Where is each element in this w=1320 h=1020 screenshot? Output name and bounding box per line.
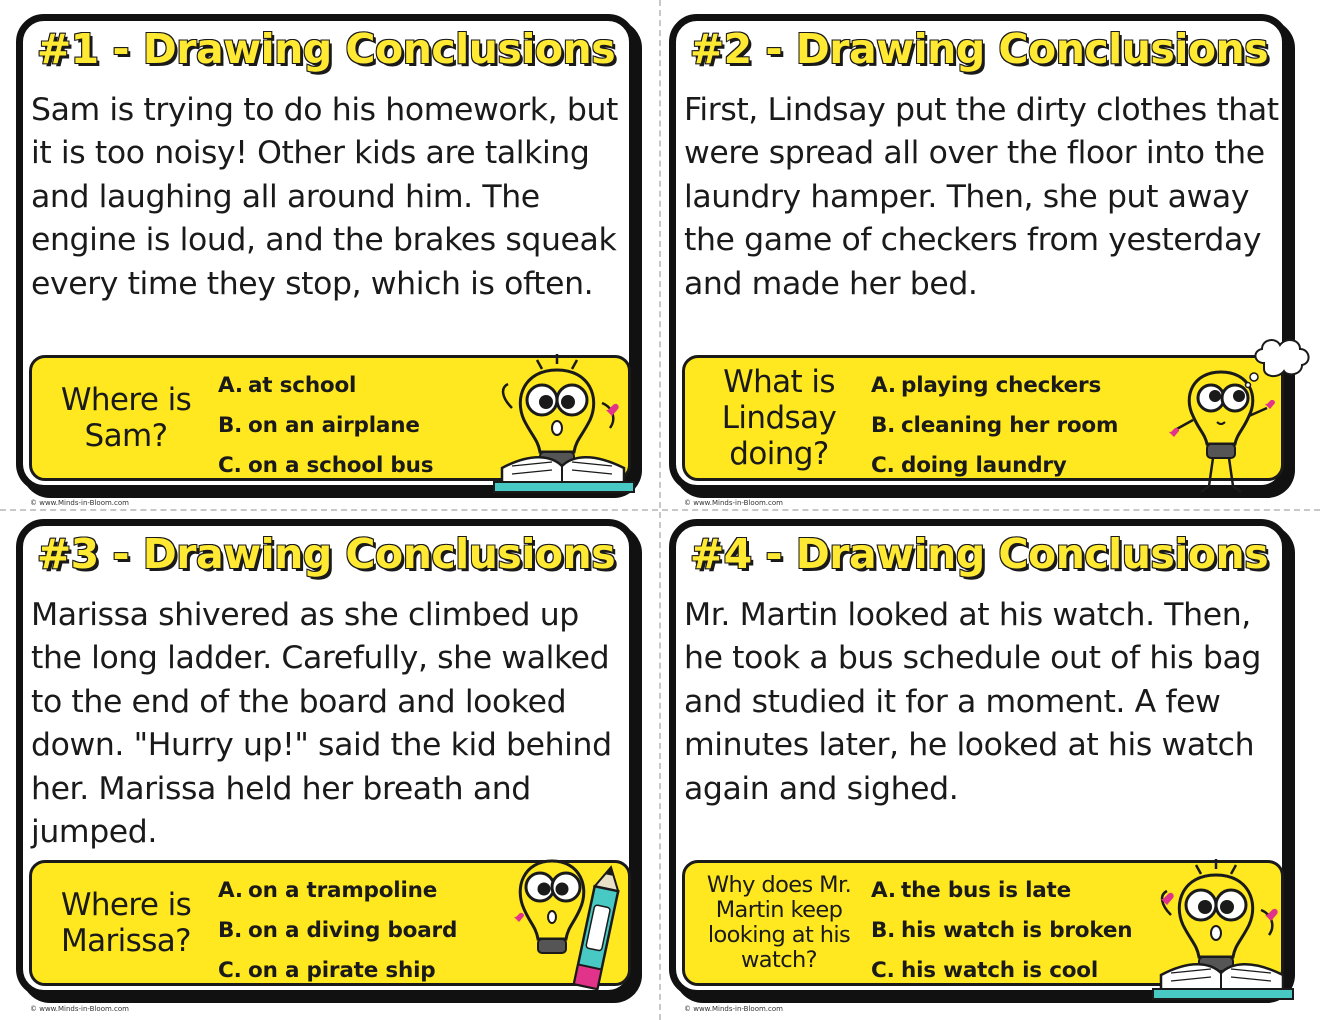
choice-letter: A. — [218, 373, 243, 398]
card-title: #1 - Drawing Conclusions — [36, 25, 616, 73]
answer-box — [682, 355, 1284, 481]
choice-text: on an airplane — [248, 413, 420, 438]
choice-text: on a diving board — [248, 918, 458, 943]
choice-letter: C. — [871, 958, 895, 983]
choice-a[interactable] — [218, 366, 518, 406]
choice-a[interactable] — [871, 366, 1171, 406]
lightbulb-reading-book-icon — [482, 348, 642, 498]
card-passage: Marissa shivered as she climbed up the long ladder. Carefully, she walked to the end of the board and looked down. "Hurry up!" said the kid behind her. Marissa held her breath and jumped. — [31, 597, 612, 851]
copyright: © www.Minds-in-Bloom.com — [30, 499, 129, 507]
choice-letter: B. — [218, 918, 243, 943]
choice-c[interactable] — [871, 446, 1171, 486]
choice-text: his watch is broken — [901, 918, 1133, 943]
card-passage: Sam is trying to do his homework, but it is too noisy! Other kids are talking and laughing all around him. The engine is loud, and the brakes squeak every time they stop, which is often. — [31, 92, 618, 302]
card-title: #4 - Drawing Conclusions — [689, 530, 1269, 578]
choice-text: playing checkers — [901, 373, 1102, 398]
choice-letter: C. — [871, 453, 895, 478]
choice-text: on a trampoline — [248, 878, 438, 903]
choice-text: doing laundry — [901, 453, 1067, 478]
answer-choices — [871, 871, 1171, 991]
choice-letter: B. — [871, 918, 896, 943]
choice-c[interactable] — [218, 951, 518, 991]
choice-text: on a pirate ship — [248, 958, 436, 983]
choice-c[interactable] — [871, 951, 1171, 991]
question-text: What is Lindsay doing? — [721, 364, 837, 472]
card-passage: First, Lindsay put the dirty clothes that were spread all over the floor into the laundry hamper. Then, she put away the game of checkers from yesterday and made her bed. — [684, 92, 1279, 302]
choice-b[interactable] — [871, 406, 1171, 446]
choice-a[interactable] — [218, 871, 518, 911]
answer-choices — [218, 871, 518, 991]
choice-letter: C. — [218, 958, 242, 983]
lightbulb-reading-book-icon — [1141, 855, 1301, 1005]
copyright: © www.Minds-in-Bloom.com — [684, 1005, 783, 1013]
cut-line-horizontal — [0, 509, 1320, 511]
choice-text: the bus is late — [901, 878, 1072, 903]
answer-choices — [218, 366, 518, 486]
choice-a[interactable] — [871, 871, 1171, 911]
choice-text: on a school bus — [248, 453, 434, 478]
choice-letter: A. — [871, 373, 896, 398]
answer-box — [682, 860, 1284, 986]
choice-text: at school — [248, 373, 357, 398]
card-title: #2 - Drawing Conclusions — [689, 25, 1269, 73]
choice-b[interactable] — [871, 911, 1171, 951]
question-text: Why does Mr. Martin keep looking at his watch? — [706, 872, 852, 973]
copyright: © www.Minds-in-Bloom.com — [30, 1005, 129, 1013]
choice-text: his watch is cool — [901, 958, 1099, 983]
answer-box — [29, 355, 631, 481]
card-title: #3 - Drawing Conclusions — [36, 530, 616, 578]
answer-choices — [871, 366, 1171, 486]
card-passage: Mr. Martin looked at his watch. Then, he took a bus schedule out of his bag and studied it for a moment. A few minutes later, he looked at his watch again and sighed. — [684, 597, 1261, 807]
choice-letter: A. — [871, 878, 896, 903]
task-card-4 — [669, 519, 1289, 997]
question-text: Where is Sam? — [60, 382, 192, 454]
task-card-1 — [16, 14, 636, 492]
copyright: © www.Minds-in-Bloom.com — [684, 499, 783, 507]
choice-letter: B. — [218, 413, 243, 438]
choice-letter: C. — [218, 453, 242, 478]
choice-text: cleaning her room — [901, 413, 1119, 438]
question-text: Where is Marissa? — [60, 887, 192, 959]
task-card-3 — [16, 519, 636, 997]
lightbulb-with-crayon-icon — [502, 847, 632, 1007]
task-card-2 — [669, 14, 1289, 492]
choice-b[interactable] — [218, 406, 518, 446]
choice-c[interactable] — [218, 446, 518, 486]
thought-bubble-icon — [1244, 333, 1316, 389]
choice-b[interactable] — [218, 911, 518, 951]
answer-box — [29, 860, 631, 986]
choice-letter: A. — [218, 878, 243, 903]
choice-letter: B. — [871, 413, 896, 438]
